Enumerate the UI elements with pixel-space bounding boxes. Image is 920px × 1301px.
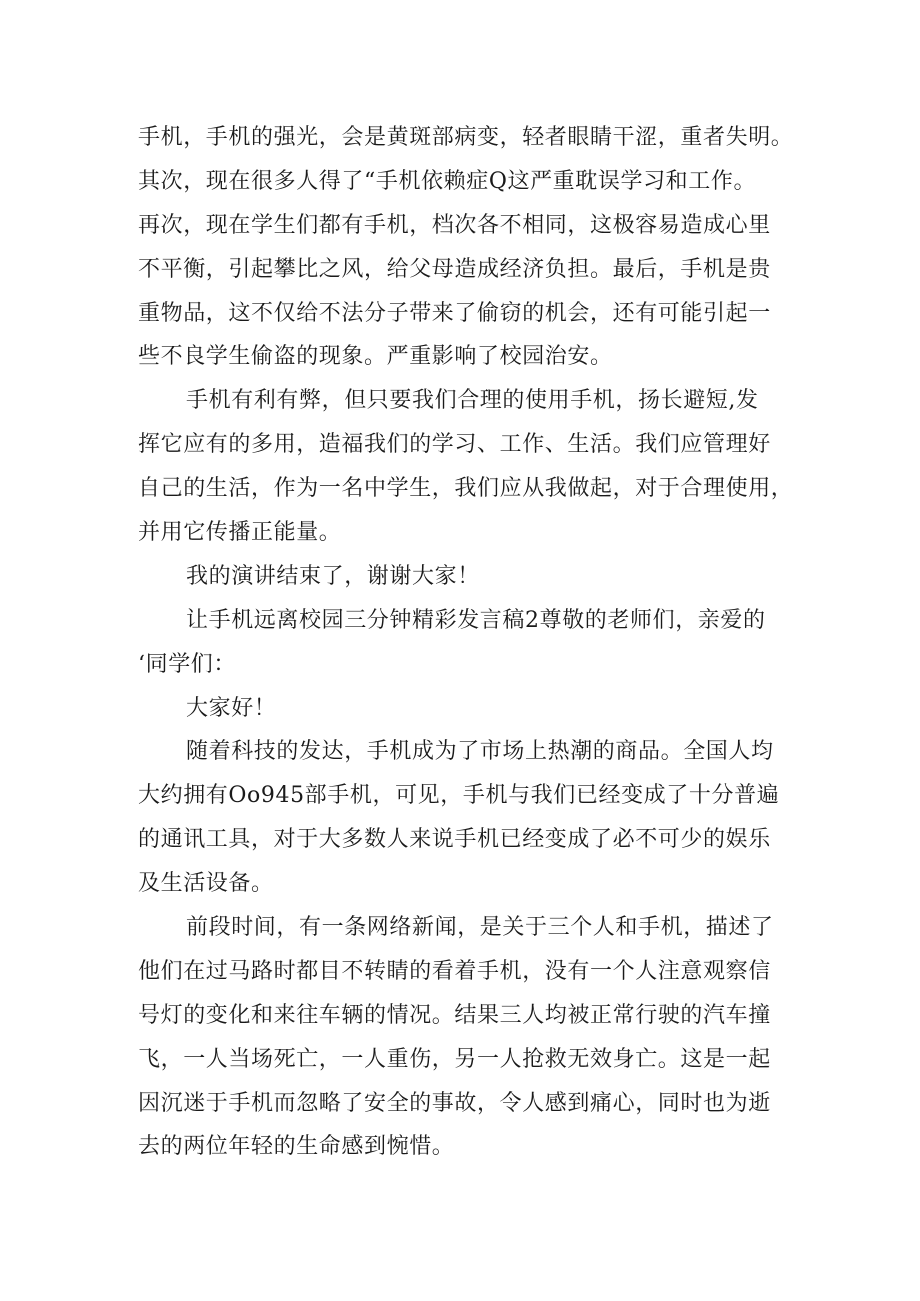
text-line: 不平衡，引起攀比之风，给父母造成经济负担。最后，手机是贵 (138, 256, 771, 282)
text-line: 前段时间，有一条网络新闻，是关于三个人和手机，描述了 (186, 915, 774, 941)
text-line: 挥它应有的多用，造福我们的学习、工作、生活。我们应管理好 (138, 432, 771, 458)
text-line: 重物品，这不仅给不法分子带来了偷窃的机会，还有可能引起一 (138, 300, 771, 326)
text-line: 大约拥有Oo945部手机，可见，手机与我们已经变成了十分普遍 (138, 783, 780, 809)
text-line: ‘同学们： (138, 651, 236, 677)
text-line: 些不良学生偷盗的现象。严重影响了校园治安。 (138, 344, 613, 370)
text-line: 让手机远离校园三分钟精彩发言稿2尊敬的老师们，亲爱的 (186, 607, 766, 633)
text-line: 大家好！ (186, 695, 277, 721)
text-line: 手机有利有弊，但只要我们合理的使用手机，扬长避短,发 (186, 388, 759, 414)
text-line: 其次，现在很多人得了“手机依赖症Q这严重耽误学习和工作。 (138, 168, 757, 194)
text-line: 号灯的变化和来往车辆的情况。结果三人均被正常行驶的汽车撞 (138, 1002, 771, 1028)
text-line: 及生活设备。 (138, 871, 274, 897)
text-line: 随着科技的发达，手机成为了市场上热潮的商品。全国人均 (186, 739, 774, 765)
text-line: 因沉迷于手机而忽略了安全的事故，令人感到痛心，同时也为逝 (138, 1090, 771, 1116)
document-body (138, 116, 810, 1169)
text-line: 并用它传播正能量。 (138, 520, 342, 546)
text-line: 他们在过马路时都目不转睛的看着手机，没有一个人注意观察信 (138, 958, 771, 984)
text-line: 飞，一人当场死亡，一人重伤，另一人抢救无效身亡。这是一起 (138, 1046, 771, 1072)
text-line: 手机，手机的强光，会是黄斑部病变，轻者眼睛干涩，重者失明。 (138, 125, 794, 150)
text-line: 自己的生活，作为一名中学生，我们应从我做起，对于合理使用， (138, 476, 794, 502)
text-line: 再次，现在学生们都有手机，档次各不相同，这极容易造成心里 (138, 212, 771, 238)
text-line: 我的演讲结束了，谢谢大家！ (186, 563, 480, 589)
text-line: 的通讯工具，对于大多数人来说手机已经变成了必不可少的娱乐 (138, 827, 771, 853)
text-line: 去的两位年轻的生命感到惋惜。 (138, 1134, 455, 1160)
